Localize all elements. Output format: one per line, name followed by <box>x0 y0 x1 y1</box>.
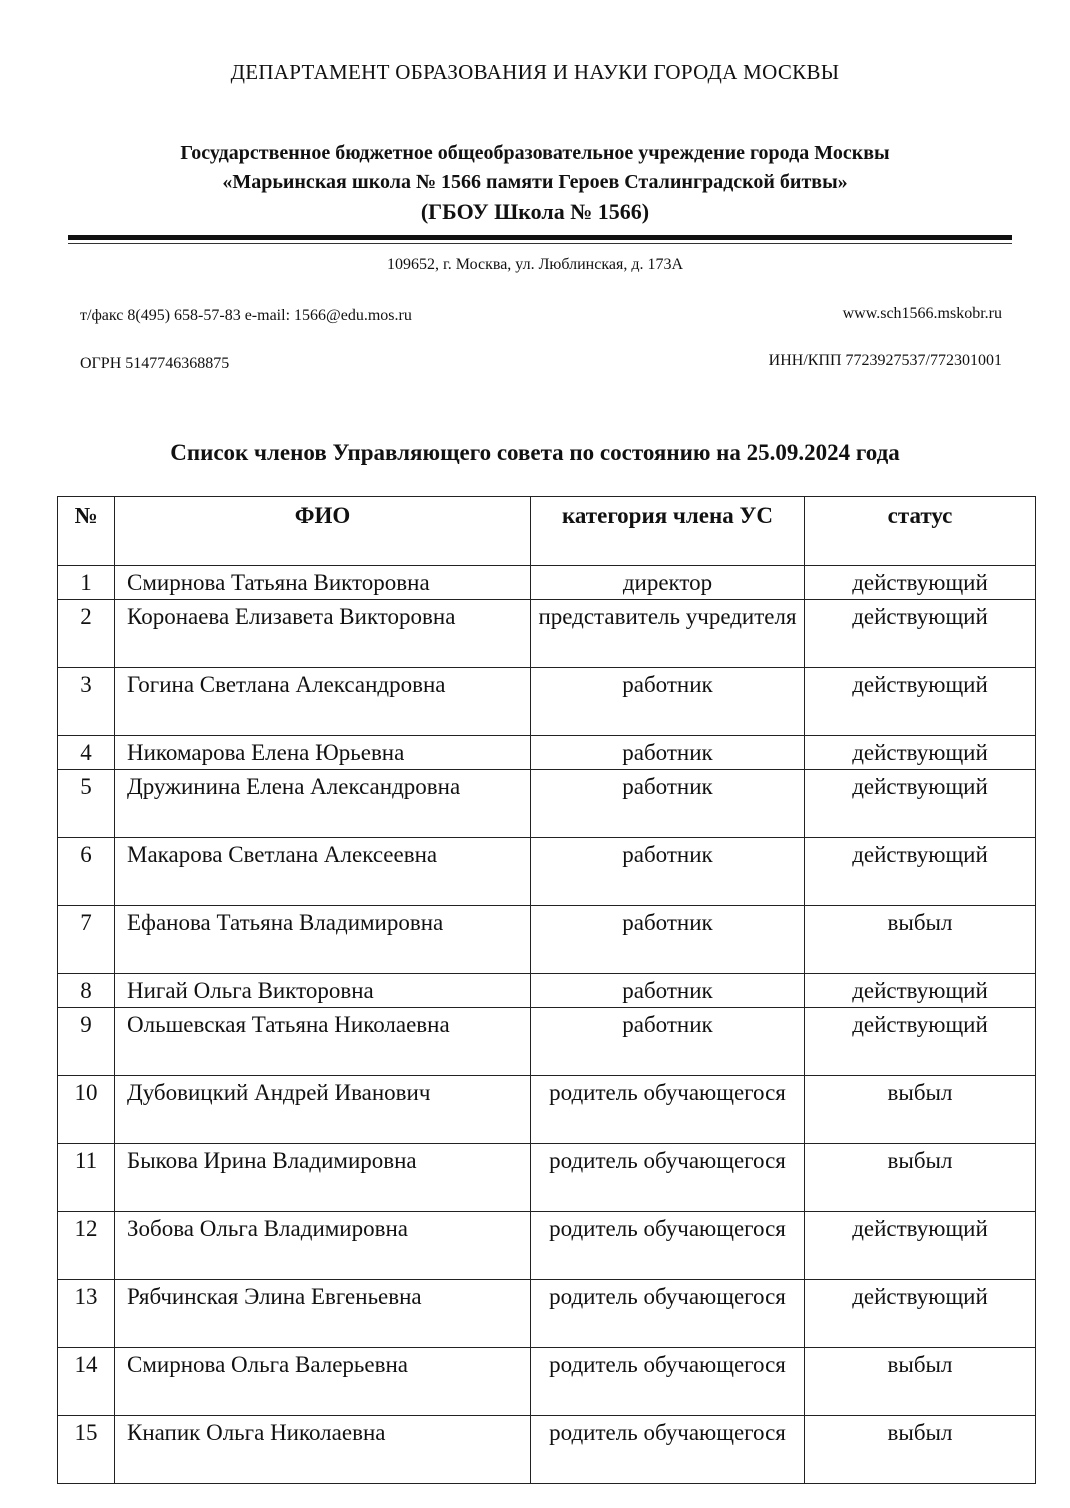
row-name: Нигай Ольга Викторовна <box>115 974 531 1008</box>
row-category: работник <box>531 736 805 770</box>
row-category: работник <box>531 668 805 736</box>
row-status: действующий <box>805 668 1036 736</box>
row-category: работник <box>531 906 805 974</box>
row-number: 9 <box>58 1008 115 1076</box>
header-divider-thick <box>68 235 1012 240</box>
header-category: категория члена УС <box>531 497 805 566</box>
table-row <box>58 1008 1036 1076</box>
table-row <box>58 906 1036 974</box>
row-status: выбыл <box>805 1144 1036 1212</box>
row-name: Ольшевская Татьяна Николаевна <box>115 1008 531 1076</box>
row-name: Ефанова Татьяна Владимировна <box>115 906 531 974</box>
row-name: Никомарова Елена Юрьевна <box>115 736 531 770</box>
header-divider-thin <box>68 243 1012 244</box>
row-number: 2 <box>58 600 115 668</box>
row-number: 7 <box>58 906 115 974</box>
table-row <box>58 838 1036 906</box>
row-category: родитель обучающегося <box>531 1212 805 1280</box>
table-row <box>58 1212 1036 1280</box>
row-category: работник <box>531 1008 805 1076</box>
row-status: действующий <box>805 566 1036 600</box>
row-status: выбыл <box>805 1076 1036 1144</box>
row-status: выбыл <box>805 1416 1036 1484</box>
header-num: № <box>58 497 115 566</box>
row-category: работник <box>531 974 805 1008</box>
organization-short-name: (ГБОУ Школа № 1566) <box>420 199 650 224</box>
row-name: Рябчинская Элина Евгеньевна <box>115 1280 531 1348</box>
ogrn: ОГРН 5147746368875 <box>80 355 230 372</box>
table-row <box>58 770 1036 838</box>
row-name: Дубовицкий Андрей Иванович <box>115 1076 531 1144</box>
table-row <box>58 1280 1036 1348</box>
row-number: 1 <box>58 566 115 600</box>
table-row <box>58 566 1036 600</box>
row-name: Коронаева Елизавета Викторовна <box>115 600 531 668</box>
header-status: статус <box>805 497 1036 566</box>
row-status: действующий <box>805 1212 1036 1280</box>
row-name: Быкова Ирина Владимировна <box>115 1144 531 1212</box>
table-row <box>58 1144 1036 1212</box>
row-category: родитель обучающегося <box>531 1076 805 1144</box>
table-row <box>58 668 1036 736</box>
table-row <box>58 1348 1036 1416</box>
department-name: ДЕПАРТАМЕНТ ОБРАЗОВАНИЯ И НАУКИ ГОРОДА МОСКВЫ <box>230 60 840 84</box>
organization-name-line1: Государственное бюджетное общеобразовательное учреждение города Москвы <box>180 142 890 164</box>
row-number: 13 <box>58 1280 115 1348</box>
row-category: работник <box>531 838 805 906</box>
table-row <box>58 600 1036 668</box>
row-category: родитель обучающегося <box>531 1280 805 1348</box>
row-category: директор <box>531 566 805 600</box>
row-number: 6 <box>58 838 115 906</box>
row-category: родитель обучающегося <box>531 1416 805 1484</box>
row-category: представитель учредителя <box>531 600 805 668</box>
row-status: действующий <box>805 974 1036 1008</box>
row-number: 15 <box>58 1416 115 1484</box>
table-header-row <box>58 497 1036 566</box>
row-status: действующий <box>805 600 1036 668</box>
row-status: действующий <box>805 1008 1036 1076</box>
table-row <box>58 1076 1036 1144</box>
organization-name-line2: «Марьинская школа № 1566 памяти Героев Сталинградской битвы» <box>222 171 848 193</box>
list-title: Список членов Управляющего совета по состоянию на 25.09.2024 года <box>170 440 900 465</box>
table-row <box>58 974 1036 1008</box>
table-row <box>58 1416 1036 1484</box>
row-number: 5 <box>58 770 115 838</box>
row-name: Макарова Светлана Алексеевна <box>115 838 531 906</box>
row-number: 14 <box>58 1348 115 1416</box>
row-number: 10 <box>58 1076 115 1144</box>
row-name: Смирнова Ольга Валерьевна <box>115 1348 531 1416</box>
row-status: действующий <box>805 1280 1036 1348</box>
row-category: работник <box>531 770 805 838</box>
row-status: действующий <box>805 770 1036 838</box>
row-name: Смирнова Татьяна Викторовна <box>115 566 531 600</box>
row-name: Кнапик Ольга Николаевна <box>115 1416 531 1484</box>
row-status: действующий <box>805 736 1036 770</box>
row-name: Дружинина Елена Александровна <box>115 770 531 838</box>
row-status: действующий <box>805 838 1036 906</box>
row-category: родитель обучающегося <box>531 1144 805 1212</box>
row-number: 8 <box>58 974 115 1008</box>
phone-email: т/факс 8(495) 658-57-83 e-mail: 1566@edu.mos.ru <box>80 307 412 324</box>
inn-kpp: ИНН/КПП 7723927537/772301001 <box>768 352 1002 369</box>
row-number: 3 <box>58 668 115 736</box>
website: www.sch1566.mskobr.ru <box>842 305 1002 322</box>
table-row <box>58 736 1036 770</box>
row-category: родитель обучающегося <box>531 1348 805 1416</box>
row-name: Гогина Светлана Александровна <box>115 668 531 736</box>
members-table-body <box>58 566 1036 1484</box>
row-name: Зобова Ольга Владимировна <box>115 1212 531 1280</box>
row-number: 4 <box>58 736 115 770</box>
row-status: выбыл <box>805 1348 1036 1416</box>
address: 109652, г. Москва, ул. Люблинская, д. 173А <box>386 256 684 273</box>
row-number: 12 <box>58 1212 115 1280</box>
row-status: выбыл <box>805 906 1036 974</box>
header-name: ФИО <box>115 497 531 566</box>
members-table <box>57 496 1036 1484</box>
row-number: 11 <box>58 1144 115 1212</box>
